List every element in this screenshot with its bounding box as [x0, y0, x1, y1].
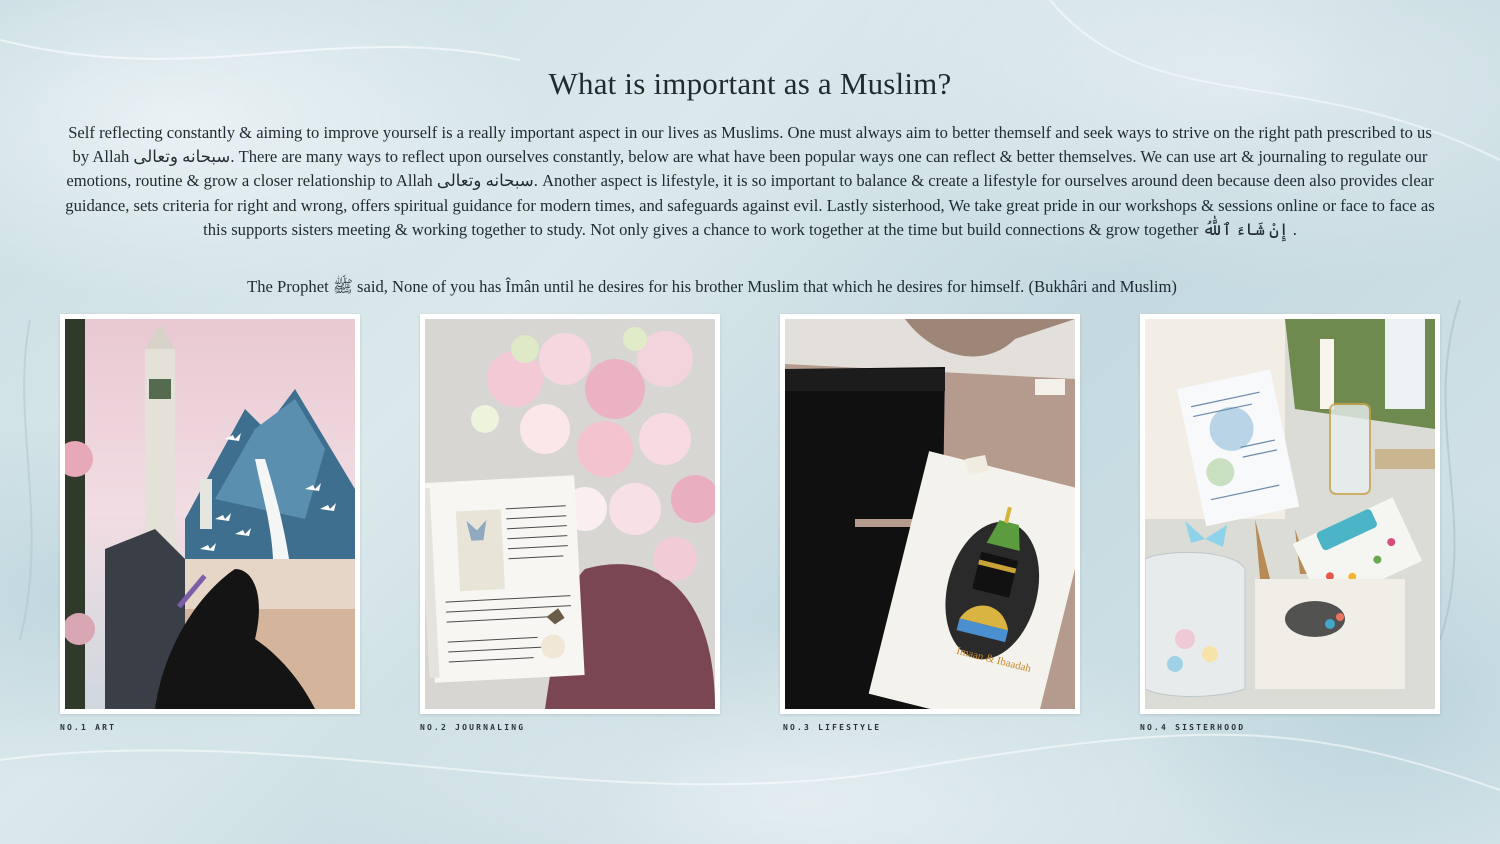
journaling-card [420, 314, 720, 714]
book-title-text: Imaan & Ibaadah [955, 644, 1033, 675]
sisterhood-photo [1145, 319, 1435, 709]
intro-paragraph: Self reflecting constantly & aiming to improve yourself is a really important aspect in our lives as Muslims. One must always aim to better themself and seek ways to strive on the right path prescribed to us by Allah سبحانه وتعالى. There are many ways to reflect upon ourselves constantly, below are what have been popular ways one can reflect & better themselves. We can use art & journaling to regulate our emotions, routine & grow a closer relationship to Allah سبحانه وتعالى. Another aspect is lifestyle, it is so important to balance & create a lifestyle for ourselves around deen because deen also provides clear guidance, sets criteria for right and wrong, offers spiritual guidance for modern times, and safeguards against evil. Lastly sisterhood, We take great pride in our workshops & sessions online or face to face as this supports sisters meeting & working together to study. Not only gives a chance to work together at the time but build connections & grow together إِنْ شَاءَ ٱللَّٰهُ . [65, 123, 1435, 239]
journaling-caption: NO.2 JOURNALING [420, 723, 526, 732]
art-photo [65, 319, 355, 709]
art-card [60, 314, 360, 714]
lifestyle-card [780, 314, 1080, 714]
lifestyle-caption: NO.3 LIFESTYLE [783, 723, 882, 732]
sisterhood-caption: NO.4 SISTERHOOD [1140, 723, 1246, 732]
hadith-quote: The Prophet ﷺ said, None of you has Îmân until he desires for his brother Muslim that which he desires for himself. (Bukhâri and Muslim) [247, 277, 1177, 296]
sisterhood-card [1140, 314, 1440, 714]
lifestyle-photo [785, 319, 1075, 709]
art-caption: NO.1 ART [60, 723, 117, 732]
page-title: What is important as a Muslim? [548, 66, 952, 101]
journaling-photo [425, 319, 715, 709]
